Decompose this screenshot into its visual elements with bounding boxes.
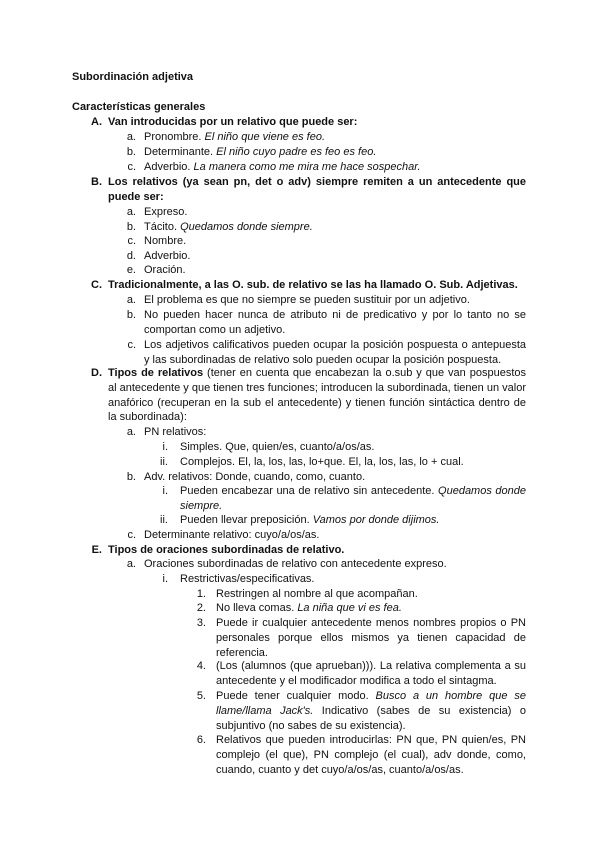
list-marker: 3.	[196, 617, 206, 629]
list-marker: 2.	[196, 602, 206, 614]
heading-C: Tradicionalmente, a las O. sub. de relativo se las ha llamado O. Sub. Adjetivas.	[108, 279, 518, 291]
heading-E: Tipos de oraciones subordinadas de relativo.	[108, 544, 345, 556]
list-item: (Los (alumnos (que aprueban))). La relativa complementa a su antecedente y el modificador modifica a todo el sintagma.	[216, 660, 526, 687]
list-marker: 5.	[196, 690, 206, 702]
list-item: Restringen al nombre al que acompañan.	[216, 588, 418, 600]
list-item: Adverbio. La manera como me mira me hace sospechar.	[144, 161, 421, 173]
heading-B: Los relativos (ya sean pn, det o adv) siempre remiten a un antecedente que puede ser:	[108, 176, 526, 203]
list-item: Los adjetivos calificativos pueden ocupar la posición pospuesta o antepuesta y las subordinadas de relativo solo pueden ocupar la posición pospuesta.	[144, 339, 526, 366]
list-item: No lleva comas. La niña que vi es fea.	[216, 602, 402, 614]
document-title: Subordinación adjetiva	[72, 71, 194, 83]
list-marker: c.	[127, 161, 136, 173]
list-marker: i.	[162, 485, 168, 497]
list-marker: d.	[126, 250, 136, 262]
list-item: Simples. Que, quien/es, cuanto/a/os/as.	[180, 441, 375, 453]
list-marker: a.	[126, 558, 136, 570]
list-item: Complejos. El, la, los, las, lo+que. El, la, los, las, lo + cual.	[180, 456, 464, 468]
list-marker: b.	[126, 146, 136, 158]
list-marker: C.	[91, 279, 102, 291]
list-marker: 1.	[196, 588, 206, 600]
list-marker: c.	[127, 339, 136, 351]
list-marker: c.	[127, 235, 136, 247]
list-marker: D.	[91, 367, 102, 379]
list-item: Restrictivas/especificativas.	[180, 573, 315, 585]
list-marker: ii.	[160, 456, 168, 468]
list-item: Determinante. El niño cuyo padre es feo es feo.	[144, 146, 377, 158]
list-item: Tácito. Quedamos donde siempre.	[144, 221, 313, 233]
list-marker: ii.	[160, 514, 168, 526]
heading-A: Van introducidas por un relativo que puede ser:	[108, 116, 358, 128]
list-marker: b.	[126, 471, 136, 483]
list-item: El problema es que no siempre se pueden sustituir por un adjetivo.	[144, 294, 470, 306]
heading-D: Tipos de relativos (tener en cuenta que encabezan la o.sub y que van pospuestos al antecedente y que tienen tres funciones; introducen la subordinada, tienen un valor anafórico (recuperan en la sub el antecedente) y tienen función sintáctica dentro de la subordinada):	[108, 367, 526, 424]
list-marker: b.	[126, 309, 136, 321]
list-marker: c.	[127, 529, 136, 541]
list-marker: 4.	[196, 660, 206, 672]
list-marker: a.	[126, 426, 136, 438]
list-item: Relativos que pueden introducirlas: PN que, PN quien/es, PN complejo (el que), PN complejo (el cual), adv donde, como, cuando, cuanto y det cuyo/a/os/as, cuanto/a/os/as.	[216, 734, 526, 776]
list-item: Pueden llevar preposición. Vamos por donde dijimos.	[180, 514, 440, 526]
list-item: Expreso.	[144, 206, 188, 218]
list-marker: i.	[162, 573, 168, 585]
list-marker: a.	[126, 294, 136, 306]
list-item: Oraciones subordinadas de relativo con antecedente expreso.	[144, 558, 447, 570]
list-item: Pueden encabezar una de relativo sin antecedente. Quedamos donde siempre.	[180, 485, 526, 512]
list-marker: i.	[162, 441, 168, 453]
list-marker: b.	[126, 221, 136, 233]
list-item: Determinante relativo: cuyo/a/os/as.	[144, 529, 320, 541]
list-item: Pronombre. El niño que viene es feo.	[144, 131, 326, 143]
list-marker: A.	[91, 116, 102, 128]
list-item: Adv. relativos: Donde, cuando, como, cuanto.	[144, 471, 366, 483]
list-item: PN relativos:	[144, 426, 207, 438]
list-item: No pueden hacer nunca de atributo ni de predicativo y por lo tanto no se comportan como un adjetivo.	[144, 309, 526, 336]
list-marker: 6.	[196, 734, 206, 746]
list-marker: a.	[126, 206, 136, 218]
list-item: Nombre.	[144, 235, 187, 247]
list-item: Oración.	[144, 264, 186, 276]
list-marker: B.	[91, 176, 102, 188]
section-heading: Características generales	[72, 101, 206, 113]
list-marker: E.	[91, 544, 102, 556]
list-marker: a.	[126, 131, 136, 143]
list-marker: e.	[126, 264, 136, 276]
list-item: Puede tener cualquier modo. Busco a un hombre que se llame/llama Jack's. Indicativo (sabes de su existencia) o subjuntivo (no sabes de su existencia).	[216, 690, 526, 732]
list-item: Puede ir cualquier antecedente menos nombres propios o PN personales porque ellos mismos ya tienen capacidad de referencia.	[216, 617, 526, 659]
list-item: Adverbio.	[144, 250, 191, 262]
